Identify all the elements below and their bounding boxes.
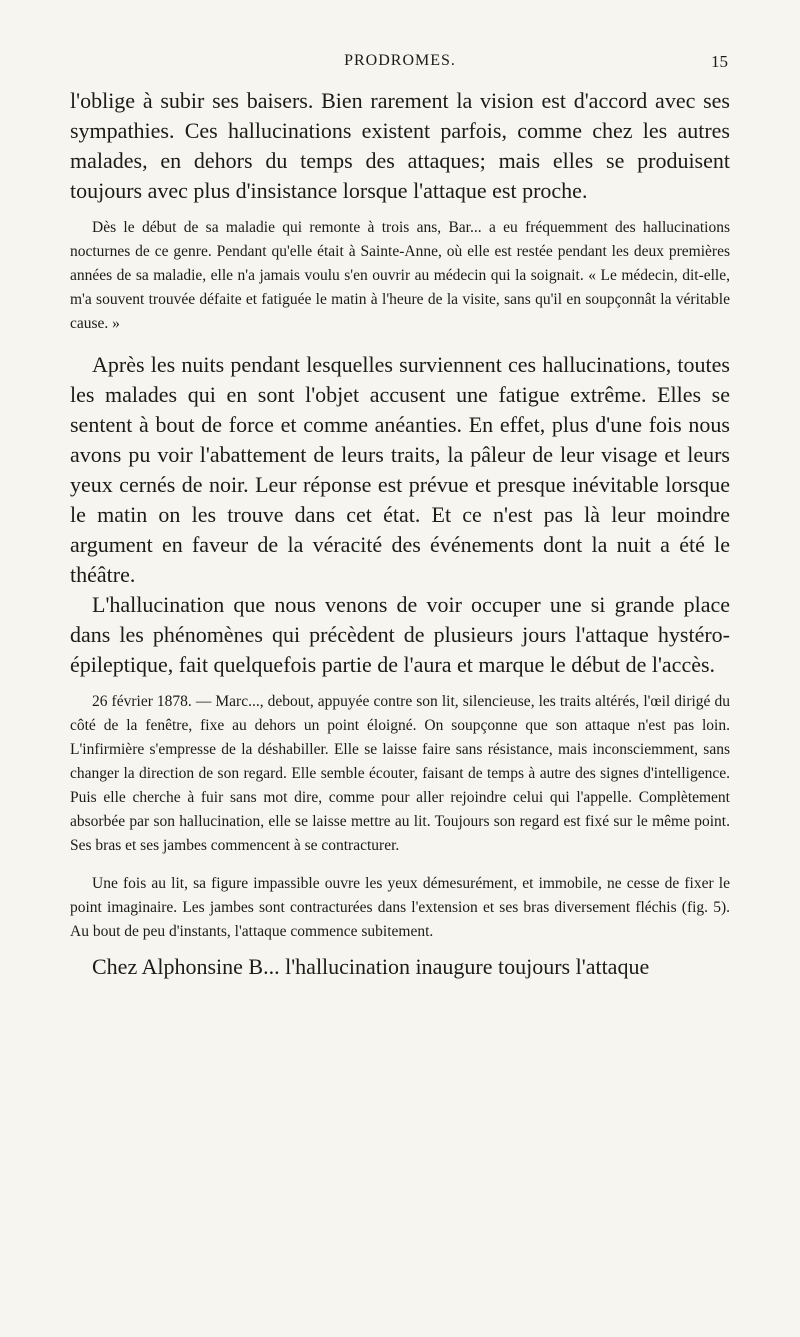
case-note-marc-continued: Une fois au lit, sa figure impassible ouvre les yeux démesurément, et immobile, ne cesse de fixer le point imaginaire. Les jambes sont contracturées dans l'extension et ses bras diversement fléchis (fig. 5). Au bout de peu d'instants, l'attaque commence subitement. [70, 875, 730, 940]
page-header [72, 52, 728, 78]
paragraph-aura: L'hallucination que nous venons de voir occuper une si grande place dans les phénomènes qui précèdent de plusieurs jours l'attaque hystéro-épileptique, fait quelquefois partie de l'aura et marque le début de l'accès. [70, 592, 730, 677]
case-note-marc: 26 février 1878. — Marc..., debout, appuyée contre son lit, silencieuse, les traits altérés, l'œil dirigé du côté de la fenêtre, fixe au dehors un point éloigné. On soupçonne que son attaque n'est pas loin. L'infirmière s'empresse de la déshabiller. Elle se laisse faire sans résistance, mais inconsciemment, sans changer la direction de son regard. Elle semble écouter, faisant de temps à autre des signes d'intelligence. Puis elle cherche à fuir sans mot dire, comme pour aller rejoindre celui qui l'appelle. Complètement absorbée par son hallucination, elle se laisse mettre au lit. Toujours son regard est fixé sur le même point. Ses bras et ses jambes commencent à se contracturer. [70, 693, 730, 854]
paragraph-alphonsine: Chez Alphonsine B... l'hallucination inaugure toujours l'attaque [92, 954, 650, 979]
paragraph-continuation: l'oblige à subir ses baisers. Bien rarement la vision est d'accord avec ses sympathies. Ces hallucinations existent parfois, comme chez les autres malades, en dehors du temps des attaques; mais elles se produisent toujours avec plus d'insistance lorsque l'attaque est proche. [70, 88, 730, 203]
case-note-bar: Dès le début de sa maladie qui remonte à trois ans, Bar... a eu fréquemment des hallucinations nocturnes de ce genre. Pendant qu'elle était à Sainte-Anne, où elle est restée pendant les deux premières années de sa maladie, elle n'a jamais voulu s'en ouvrir au médecin qui la soignait. « Le médecin, dit-elle, m'a souvent trouvée défaite et fatiguée le matin à l'heure de la visite, sans qu'il en soupçonnât la véritable cause. » [70, 219, 730, 332]
paragraph-fatigue: Après les nuits pendant lesquelles surviennent ces hallucinations, toutes les malades qui en sont l'objet accusent une fatigue extrême. Elles se sentent à bout de force et comme anéanties. En effet, plus d'une fois nous avons pu voir l'abattement de leurs traits, la pâleur de leur visage et leurs yeux cernés de noir. Leur réponse est prévue et presque inévitable lorsque le matin on les trouve dans cet état. Et ce n'est pas là leur moindre argument en faveur de la véracité des événements dont la nuit a été le théâtre. [70, 352, 730, 587]
page-body [70, 86, 730, 982]
running-title: PRODROMES. [344, 52, 456, 69]
page-number: 15 [711, 52, 728, 71]
